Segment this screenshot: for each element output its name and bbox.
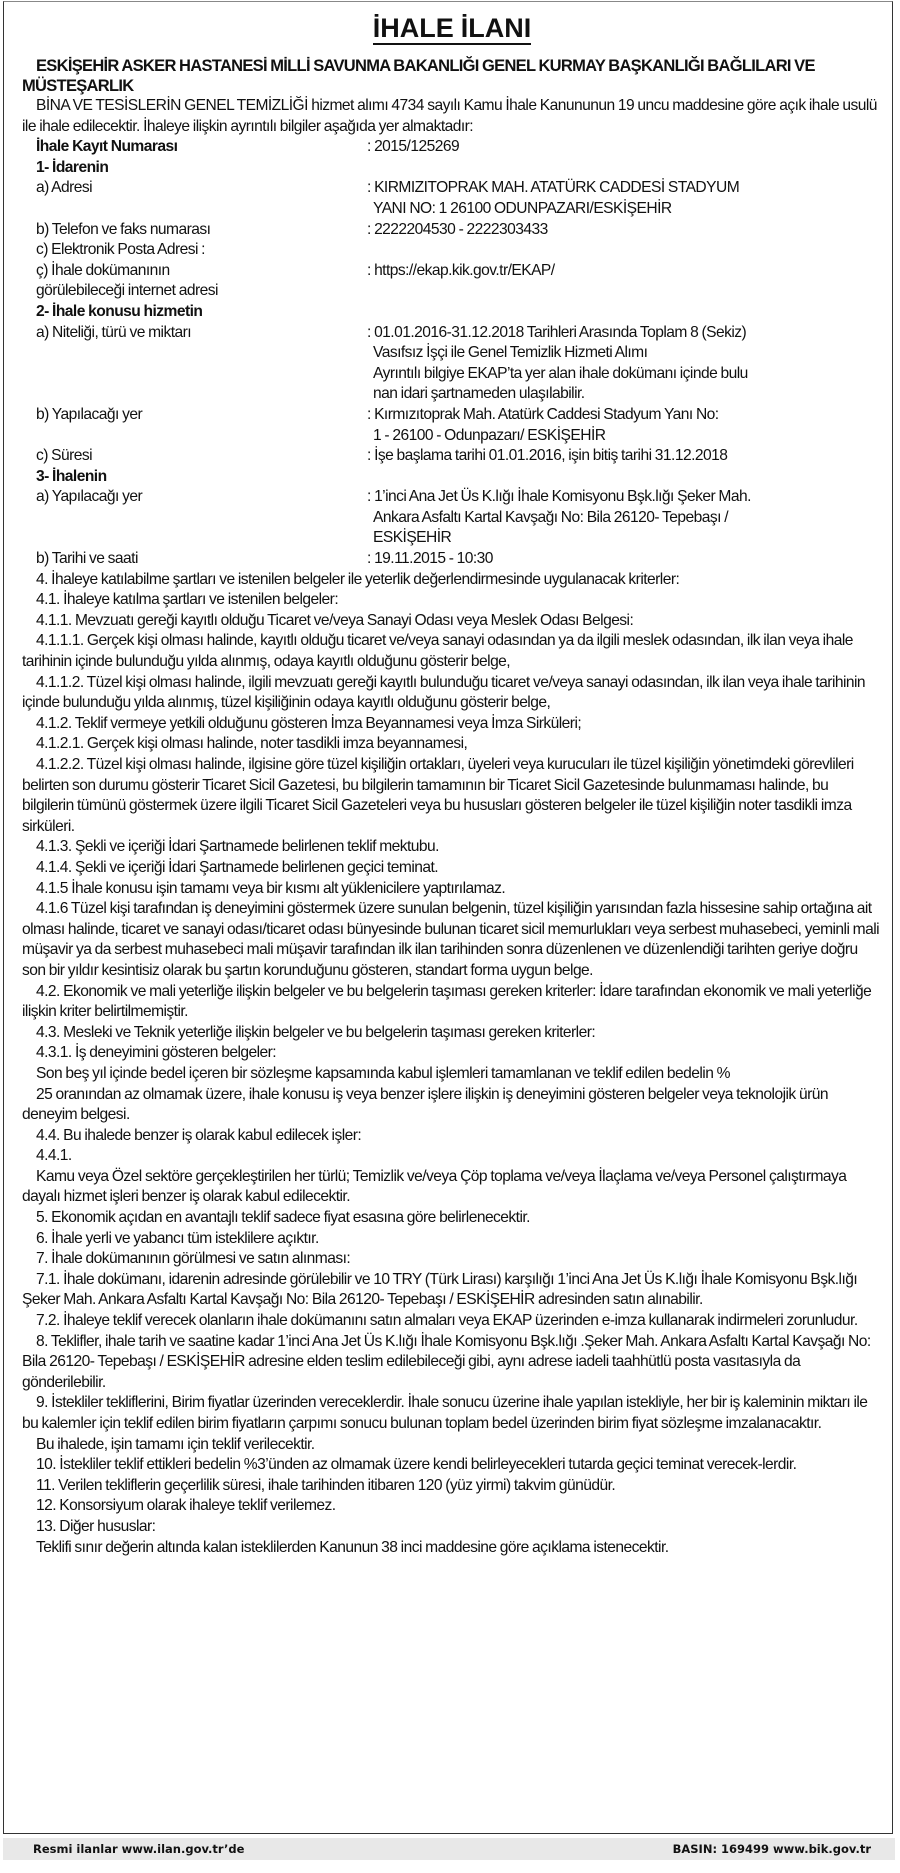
section2-heading-text: 2- İhale konusu hizmetin bbox=[36, 302, 203, 320]
condition-paragraph: 4.1.3. Şekli ve içeriği İdari Şartnamede belirlenen teklif mektubu. bbox=[36, 838, 439, 856]
email-row bbox=[22, 240, 882, 261]
address-value bbox=[367, 178, 882, 219]
tender-place-line: ESKİŞEHİR bbox=[373, 529, 452, 547]
duration-label: c) Süresi bbox=[36, 447, 93, 465]
section1-heading-text: 1- İdarenin bbox=[36, 158, 109, 176]
registry-row bbox=[22, 137, 882, 158]
condition-paragraph: 4.1.4. Şekli ve içeriği İdari Şartnamede belirlenen geçici teminat. bbox=[36, 858, 439, 876]
condition-paragraph: Bu ihalede, işin tamamı için teklif verilecektir. bbox=[36, 1435, 315, 1453]
address-label: a) Adresi bbox=[36, 179, 93, 197]
service-place-row bbox=[22, 405, 882, 446]
condition-paragraph: 4.1.2.1. Gerçek kişi olması halinde, noter tasdikli imza beyannamesi, bbox=[36, 735, 468, 753]
nature-value bbox=[367, 323, 882, 405]
duration-row bbox=[22, 446, 882, 467]
condition-paragraph: 10. İstekliler teklif ettikleri bedelin %3’ünden az olmamak üzere kendi belirleyecekleri tutarda geçici teminat verecek-lerdir. bbox=[36, 1456, 797, 1474]
condition-paragraph: 7.2. İhaleye teklif verecek olanların ihale dokümanını satın almaları veya EKAP üzerinden e-imza kullanarak indirmeleri zorunludur. bbox=[36, 1312, 858, 1330]
condition-paragraph: 7. İhale dokümanının görülmesi ve satın alınması: bbox=[36, 1250, 351, 1268]
section1-heading bbox=[22, 158, 882, 179]
nature-line: : 01.01.2016-31.12.2018 Tarihleri Arasında Toplam 8 (Sekiz) bbox=[367, 323, 747, 341]
tender-place-line: Ankara Asfaltı Kartal Kavşağı No: Bila 26120- Tepebaşı / bbox=[373, 508, 728, 526]
registry-label: İhale Kayıt Numarası bbox=[36, 138, 178, 156]
section2-heading bbox=[22, 302, 882, 323]
tender-place-row bbox=[22, 487, 882, 549]
intro-paragraph: BİNA VE TESİSLERİN GENEL TEMİZLİĞİ hizmet alımı 4734 sayılı Kamu İhale Kanununun 19 uncu maddesine göre açık ihale usulü ile ihale edilecektir. İhaleye ilişkin ayrıntılı bilgiler aşağıda yer almaktadır: bbox=[22, 97, 877, 135]
condition-paragraph: 11. Verilen tekliflerin geçerlilik süresi, ihale tarihinden itibaren 120 (yüz yirmi) takvim günüdür. bbox=[36, 1476, 616, 1494]
page-title bbox=[22, 12, 882, 44]
condition-paragraph: 4.1.2.2. Tüzel kişi olması halinde, ilgisine göre tüzel kişiliğin ortakları, üyeleri veya kurucuları ile tüzel kişiliğin yönetimdeki görevlileri belirten son durumu gösterir Ticaret Sicil Gazetesi, bu bilgilerin tamamının bir Ticaret Sicil Gazetesinde bulunmaması halinde, bu bilgilerin tümünü göstermek üzere ilgili Ticaret Sicil Gazeteleri veya bu hususları gösteren belgeler ile tüzel kişiliğin noter tasdikli imza sirküleri. bbox=[22, 756, 854, 835]
web-link[interactable]: : https://ekap.kik.gov.tr/EKAP/ bbox=[367, 261, 555, 279]
condition-paragraph: 4.4. Bu ihalede benzer iş olarak kabul edilecek işler: bbox=[36, 1126, 362, 1144]
condition-paragraph: Son beş yıl içinde bedel içeren bir sözleşme kapsamında kabul işlemleri tamamlanan ve teklif edilen bedelin % bbox=[36, 1064, 730, 1082]
condition-paragraph: 4.3.1. İş deneyimini gösteren belgeler: bbox=[36, 1044, 277, 1062]
tender-datetime-label: b) Tarihi ve saati bbox=[36, 550, 138, 568]
tender-datetime-row bbox=[22, 549, 882, 570]
condition-paragraph: 4. İhaleye katılabilme şartları ve istenilen belgeler ile yeterlik değerlendirmesinde uygulanacak kriterler: bbox=[36, 570, 680, 588]
condition-paragraph: 4.1.2. Teklif vermeye yetkili olduğunu gösteren İmza Beyannamesi veya İmza Sirküleri; bbox=[36, 714, 582, 732]
footer-right-link[interactable]: BASIN: 169499 www.bik.gov.tr bbox=[672, 1842, 871, 1856]
condition-paragraph: 4.1.1. Mevzuatı gereği kayıtlı olduğu Ticaret ve/veya Sanayi Odası veya Meslek Odası Belgesi: bbox=[36, 611, 634, 629]
tender-place-label: a) Yapılacağı yer bbox=[36, 488, 143, 506]
tender-datetime-value: : 19.11.2015 - 10:30 bbox=[367, 550, 493, 568]
condition-paragraph: 8. Teklifler, ihale tarih ve saatine kadar 1’inci Ana Jet Üs K.lığı İhale Komisyonu Bşk.lığı .Şeker Mah. Ankara Asfaltı Kartal Kavşağı No: Bila 26120- Tepebaşı / ESKİŞEHİR adresine elden teslim edilebileceği gibi, aynı adrese iadeli taahhütlü posta vasıtasıyla da gönderilebilir. bbox=[22, 1332, 871, 1391]
condition-paragraph: Teklifi sınır değerin altında kalan isteklilerden Kanunun 38 inci maddesine göre açıklama istenecektir. bbox=[36, 1538, 669, 1556]
condition-paragraph: 5. Ekonomik açıdan en avantajlı teklif sadece fiyat esasına göre belirlenecektir. bbox=[36, 1209, 530, 1227]
nature-line: Vasıfsız İşçi ile Genel Temizlik Hizmeti Alımı bbox=[373, 344, 648, 362]
nature-row bbox=[22, 323, 882, 405]
email-label: c) Elektronik Posta Adresi : bbox=[36, 241, 205, 259]
nature-label: a) Niteliği, türü ve miktarı bbox=[36, 323, 192, 341]
condition-paragraph: 4.1. İhaleye katılma şartları ve istenilen belgeler: bbox=[36, 591, 339, 609]
registry-value: : 2015/125269 bbox=[367, 138, 460, 156]
phone-row bbox=[22, 220, 882, 241]
web-label-line-1: ç) İhale dokümanının bbox=[36, 261, 170, 279]
section3-heading bbox=[22, 467, 882, 488]
duration-value: : İşe başlama tarihi 01.01.2016, işin bitiş tarihi 31.12.2018 bbox=[367, 447, 728, 465]
tender-place-line: : 1’inci Ana Jet Üs K.lığı İhale Komisyonu Bşk.lığı Şeker Mah. bbox=[367, 488, 751, 506]
condition-paragraph: Kamu veya Özel sektöre gerçekleştirilen her türlü; Temizlik ve/veya Çöp toplama ve/veya İlaçlama ve/veya Personel çalıştırmaya dayalı hizmet işleri benzer iş olarak kabul edilecektir. bbox=[22, 1167, 847, 1206]
service-place-value bbox=[367, 405, 882, 446]
section3-heading-text: 3- İhalenin bbox=[36, 467, 107, 485]
service-place-label: b) Yapılacağı yer bbox=[36, 405, 143, 423]
condition-paragraph: 12. Konsorsiyum olarak ihaleye teklif verilemez. bbox=[36, 1497, 336, 1515]
address-row bbox=[22, 178, 882, 219]
phone-value: : 2222204530 - 2222303433 bbox=[367, 220, 548, 238]
organization-heading: ESKİŞEHİR ASKER HASTANESİ MİLLİ SAVUNMA BAKANLIĞI GENEL KURMAY BAŞKANLIĞI BAĞLILARI VE MÜSTEŞARLIK bbox=[22, 57, 815, 95]
condition-paragraph: 6. İhale yerli ve yabancı tüm isteklilere açıktır. bbox=[36, 1229, 319, 1247]
phone-label: b) Telefon ve faks numarası bbox=[36, 220, 211, 238]
condition-paragraph: 25 oranından az olmamak üzere, ihale konusu iş veya benzer işlere ilişkin iş deneyimini gösteren belgeler veya teknolojik ürün deneyim belgesi. bbox=[22, 1085, 828, 1124]
condition-paragraph: 4.3. Mesleki ve Teknik yeterliğe ilişkin belgeler ve bu belgelerin taşıması gereken kriterler: bbox=[36, 1023, 596, 1041]
service-place-line: : Kırmızıtoprak Mah. Atatürk Caddesi Stadyum Yanı No: bbox=[367, 405, 719, 423]
service-place-line: 1 - 26100 - Odunpazarı/ ESKİŞEHİR bbox=[373, 426, 606, 444]
nature-line: Ayrıntılı bilgiye EKAP’ta yer alan ihale dokümanı içinde bulu bbox=[373, 364, 748, 382]
condition-paragraph: 4.1.5 İhale konusu işin tamamı veya bir kısmı alt yüklenicilere yaptırılamaz. bbox=[36, 879, 506, 897]
condition-paragraph: 9. İstekliler tekliflerini, Birim fiyatlar üzerinden vereceklerdir. İhale sonucu üzerine ihale yapılan istekliyle, her bir iş kaleminin miktarı ile bu kalemler için teklif edilen birim fiyatların çarpımı sonucu bulunan toplam bedel üzerinden birim fiyat sözleşme imzalanacaktır. bbox=[22, 1394, 868, 1432]
condition-paragraph: 4.1.1.1. Gerçek kişi olması halinde, kayıtlı olduğu ticaret ve/veya sanayi odasından ya da ilgili meslek odasından, ilk ilan veya ihale tarihinin içinde bulunduğu yılda alınmış, odaya kayıtlı olduğunu gösterir belge, bbox=[22, 632, 853, 671]
condition-paragraph: 7.1. İhale dokümanı, idarenin adresinde görülebilir ve 10 TRY (Türk Lirası) karşılığı 1’inci Ana Jet Üs K.lığı İhale Komisyonu Bşk.lığı Şeker Mah. Ankara Asfaltı Kartal Kavşağı No: Bila 26120- Tepebaşı / ESKİŞEHİR adresinden satın alınabilir. bbox=[22, 1270, 858, 1309]
address-line-2: YANI NO: 1 26100 ODUNPAZARI/ESKİŞEHİR bbox=[373, 199, 672, 217]
nature-line: nan idari şartnameden ulaşılabilir. bbox=[373, 385, 585, 403]
condition-paragraph: 4.2. Ekonomik ve mali yeterliğe ilişkin belgeler ve bu belgelerin taşıması gereken kriterler: İdare tarafından ekonomik ve mali yeterliğe ilişkin kriter belirtilmemiştir. bbox=[22, 982, 872, 1021]
web-label-line-2: görülebileceği internet adresi bbox=[36, 282, 218, 300]
footer-bar bbox=[3, 1838, 895, 1860]
web-row bbox=[22, 261, 882, 302]
footer-left-link[interactable]: Resmi ilanlar www.ilan.gov.tr’de bbox=[33, 1842, 245, 1856]
condition-paragraph: 4.1.1.2. Tüzel kişi olması halinde, ilgili mevzuatı gereği kayıtlı bulunduğu ticaret ve/veya sanayi odasından, ilk ilan veya ihale tarihinin içinde bulunduğu yılda alınmış, tüzel kişiliğinin odaya kayıtlı olduğunu gösterir belge, bbox=[22, 673, 866, 712]
tender-place-value bbox=[367, 487, 882, 549]
title-text: İHALE İLANI bbox=[372, 13, 532, 43]
condition-paragraph: 13. Diğer hususlar: bbox=[36, 1517, 156, 1535]
condition-paragraph: 4.4.1. bbox=[36, 1147, 72, 1165]
address-line-1: : KIRMIZITOPRAK MAH. ATATÜRK CADDESİ STADYUM bbox=[367, 179, 740, 197]
condition-paragraph: 4.1.6 Tüzel kişi tarafından iş deneyimini göstermek üzere sunulan belgenin, tüzel kişiliğin yarısından fazla hissesine sahip ortağına ait olması halinde, ticaret ve sanayi odası/ticaret odası bünyesinde bulunan ticaret sicil memurlukları veya serbest muhasebeci, yeminli mali müşavir ya da serbest muhasebeci mali müşavir tarafından ilk ilan tarihinden sonra düzenlenen ve düzenlendiği tarihten geriye doğru son bir yıldır kesintisiz olarak bu şartın korunduğunu gösteren, standart forma uygun belge. bbox=[22, 900, 880, 979]
web-label bbox=[36, 261, 367, 302]
announcement-content bbox=[22, 0, 882, 1558]
conditions-body bbox=[22, 570, 882, 1559]
